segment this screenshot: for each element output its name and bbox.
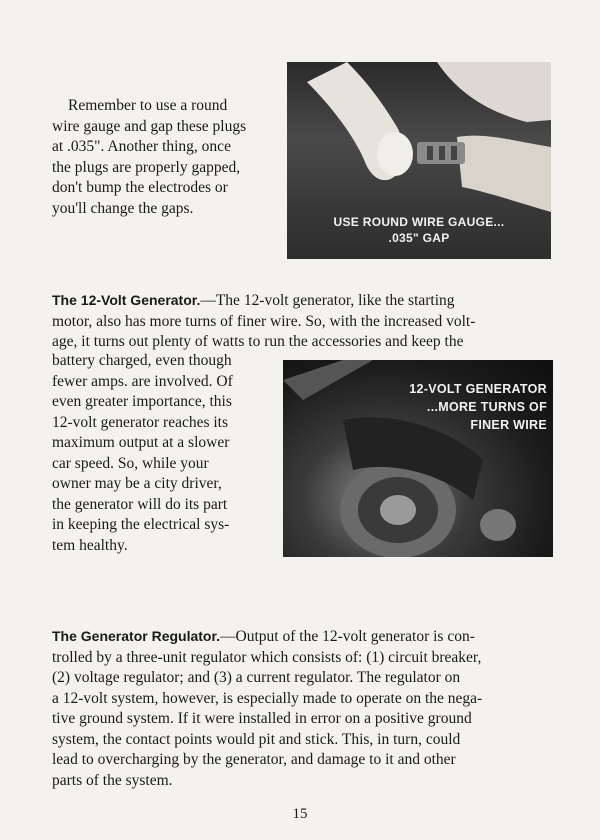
- regulator-heading: The Generator Regulator.: [52, 628, 221, 644]
- regulator-line: lead to overcharging by the generator, and damage to it and other: [52, 751, 456, 768]
- regulator-line: trolled by a three-unit regulator which consists of: (1) circuit breaker,: [52, 648, 482, 666]
- spark-plug-gauge-photo: [287, 62, 551, 259]
- generator-line: maximum output at a slower: [52, 434, 230, 451]
- generator-line: 12-volt generator reaches its: [52, 413, 229, 431]
- intro-paragraph: [52, 96, 276, 219]
- intro-line: don't bump the electrodes or: [52, 179, 228, 196]
- generator-line: —The 12-volt generator, like the starting: [200, 292, 455, 309]
- regulator-line: —Output of the 12-volt generator is con-: [220, 628, 475, 645]
- generator-line: motor, also has more turns of finer wire. So, with the increased volt-: [52, 312, 476, 330]
- generator-line: age, it turns out plenty of watts to run the accessories and keep the: [52, 333, 464, 350]
- regulator-paragraph: [52, 626, 550, 791]
- generator-line: in keeping the electrical sys-: [52, 516, 230, 533]
- generator-line: the generator will do its part: [52, 495, 228, 513]
- intro-line: you'll change the gaps.: [52, 199, 194, 217]
- regulator-line: (2) voltage regulator; and (3) a current regulator. The regulator on: [52, 669, 461, 686]
- intro-line: at .035". Another thing, once: [52, 138, 231, 155]
- regulator-line: a 12-volt system, however, is especially made to operate on the nega-: [52, 689, 483, 707]
- generator-line: owner may be a city driver,: [52, 475, 222, 492]
- generator-line: fewer amps. are involved. Of: [52, 372, 233, 390]
- page-number: 15: [292, 806, 308, 822]
- photo1-caption: USE ROUND WIRE GAUGE... .035" GAP: [333, 215, 505, 245]
- generator-line: battery charged, even though: [52, 352, 232, 369]
- regulator-line: tive ground system. If it were installed in error on a positive ground: [52, 710, 472, 727]
- intro-line: wire gauge and gap these plugs: [52, 117, 247, 135]
- intro-line: the plugs are properly gapped,: [52, 158, 241, 176]
- generator-paragraph-narrow: [52, 351, 274, 556]
- generator-line: even greater importance, this: [52, 393, 232, 410]
- generator-paragraph-top: [52, 290, 550, 353]
- generator-line: tem healthy.: [52, 536, 128, 554]
- regulator-line: parts of the system.: [52, 771, 173, 789]
- regulator-line: system, the contact points would pit and stick. This, in turn, could: [52, 730, 461, 748]
- generator-photo: [283, 360, 553, 557]
- intro-line: Remember to use a round: [68, 97, 228, 114]
- generator-heading: The 12-Volt Generator.: [52, 292, 201, 308]
- photo2-caption: 12-VOLT GENERATOR ...MORE TURNS OF FINER WIRE: [409, 382, 547, 432]
- generator-line: car speed. So, while your: [52, 454, 209, 472]
